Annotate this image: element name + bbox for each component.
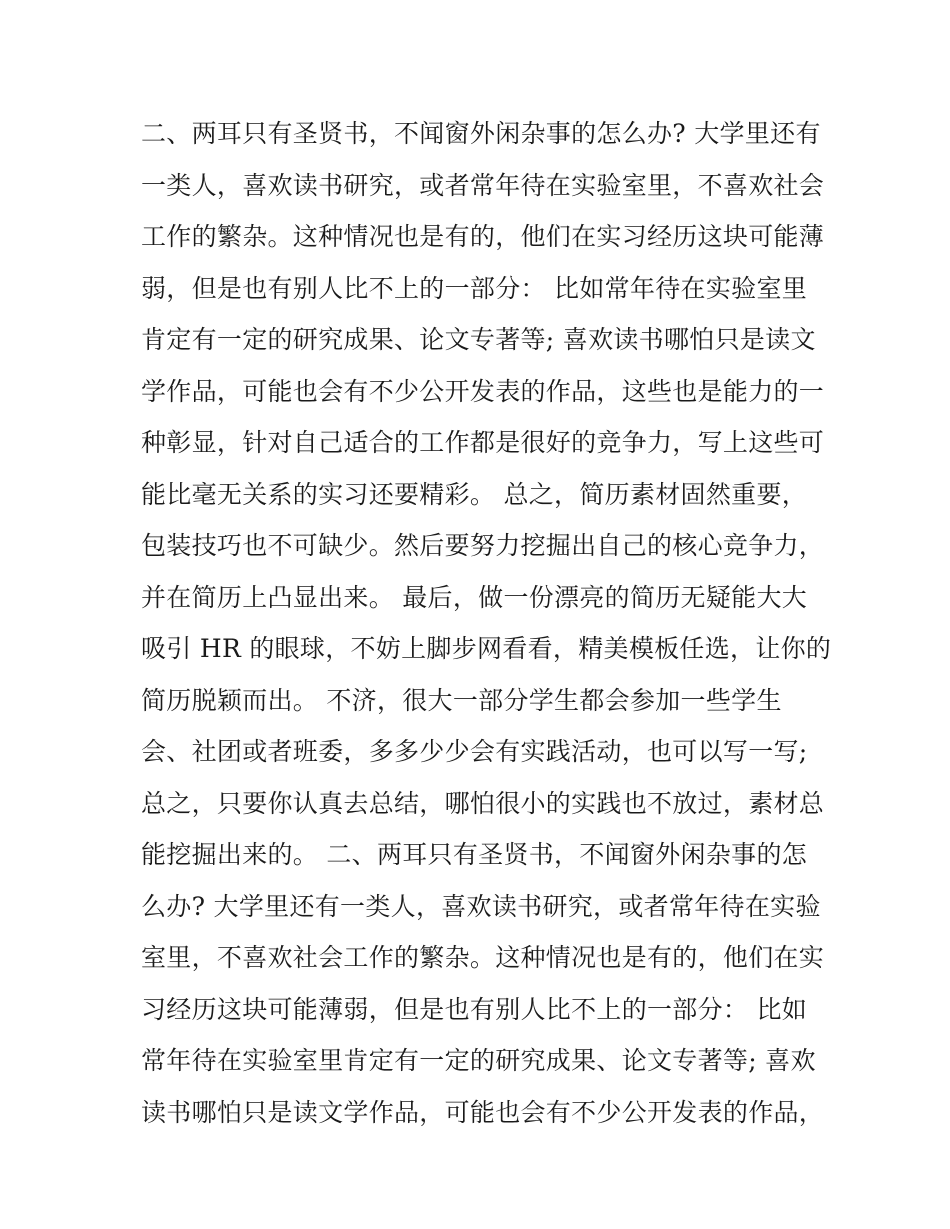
text-line-10: 并在简历上凸显出来。 最后，做一份漂亮的简历无疑能大大 (141, 582, 808, 612)
text-line-6: 学作品，可能也会有不少公开发表的作品，这些也是能力的一 (141, 376, 825, 406)
text-line-2: 一类人，喜欢读书研究，或者常年待在实验室里，不喜欢社会 (141, 170, 825, 200)
text-line-11: 吸引 HR 的眼球，不妨上脚步网看看，精美模板任选，让你的 (141, 634, 832, 663)
text-line-13: 会、社团或者班委，多多少少会有实践活动，也可以写一写; (141, 737, 808, 766)
text-line-9: 包装技巧也不可缺少。然后要努力挖掘出自己的核心竞争力， (141, 531, 825, 560)
text-line-14: 总之，只要你认真去总结，哪怕很小的实践也不放过，素材总 (141, 788, 825, 818)
text-line-19: 常年待在实验室里肯定有一定的研究成果、论文专著等; 喜欢 (141, 1046, 816, 1075)
text-line-17: 室里，不喜欢社会工作的繁杂。这种情况也是有的，他们在实 (141, 943, 825, 972)
text-line-20: 读书哪怕只是读文学作品，可能也会有不少公开发表的作品， (141, 1097, 825, 1127)
text-line-7: 种彰显，针对自己适合的工作都是很好的竞争力，写上这些可 (141, 428, 825, 457)
text-line-8: 能比毫无关系的实习还要精彩。 总之，简历素材固然重要， (141, 479, 808, 509)
body-text (141, 108, 831, 1138)
text-line-16: 么办? 大学里还有一类人，喜欢读书研究，或者常年待在实验 (141, 891, 821, 921)
text-line-15: 能挖掘出来的。 二、两耳只有圣贤书，不闻窗外闲杂事的怎 (141, 840, 808, 869)
text-line-5: 肯定有一定的研究成果、论文专著等; 喜欢读书哪怕只是读文 (141, 325, 816, 354)
text-line-12: 简历脱颖而出。 不济，很大一部分学生都会参加一些学生 (141, 685, 782, 715)
text-line-1: 二、两耳只有圣贤书，不闻窗外闲杂事的怎么办? 大学里还有 (141, 119, 821, 148)
text-line-18: 习经历这块可能薄弱，但是也有别人比不上的一部分： 比如 (141, 994, 808, 1024)
text-line-4: 弱，但是也有别人比不上的一部分： 比如常年待在实验室里 (141, 273, 808, 303)
text-line-3: 工作的繁杂。这种情况也是有的，他们在实习经历这块可能薄 (141, 222, 825, 251)
